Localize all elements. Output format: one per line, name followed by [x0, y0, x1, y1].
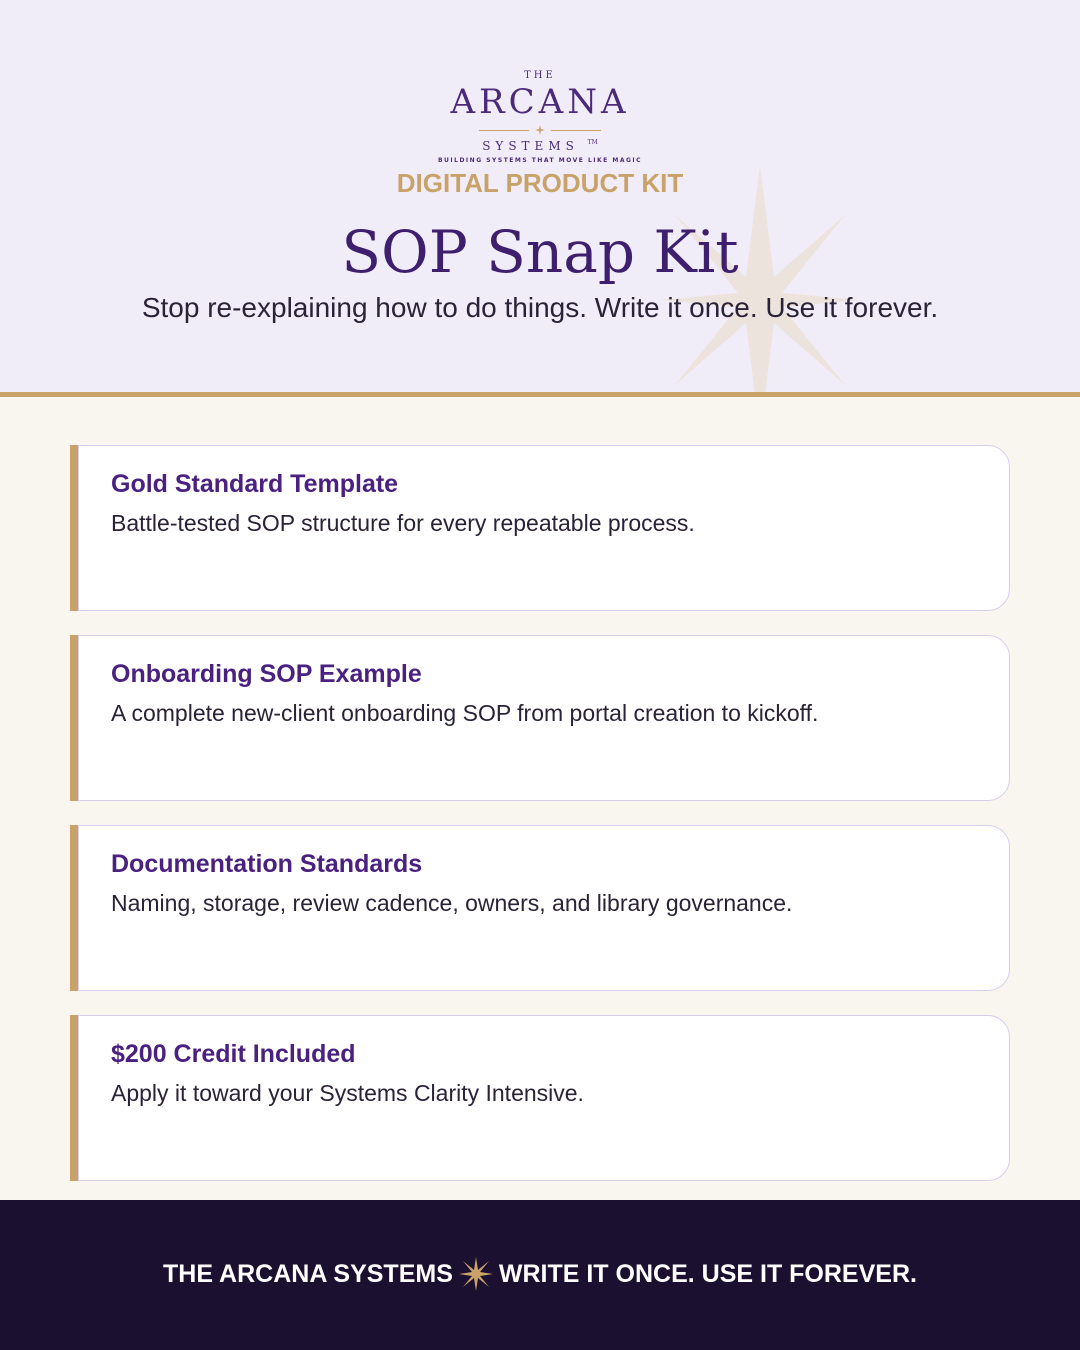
- feature-card: [70, 1015, 1010, 1181]
- logo-arcana: ARCANA: [450, 82, 630, 122]
- card-body: [78, 1015, 1010, 1181]
- card-title: Documentation Standards: [111, 850, 423, 878]
- card-accent-bar: [70, 445, 78, 611]
- sparkle-icon: [459, 1257, 493, 1291]
- page-subtitle: Stop re-explaining how to do things. Write it once. Use it forever.: [141, 292, 939, 323]
- card-description: Naming, storage, review cadence, owners, and library governance.: [111, 890, 793, 916]
- brand-logo: [0, 70, 1080, 164]
- card-body: [78, 825, 1010, 991]
- card-description: A complete new-client onboarding SOP from portal creation to kickoff.: [111, 700, 819, 726]
- card-accent-bar: [70, 825, 78, 991]
- card-description: Apply it toward your Systems Clarity Intensive.: [111, 1080, 584, 1106]
- card-title: Gold Standard Template: [111, 470, 399, 498]
- logo-divider: [0, 123, 1080, 137]
- card-accent-bar: [70, 635, 78, 801]
- gold-divider: [0, 392, 1080, 397]
- card-title: $200 Credit Included: [111, 1040, 356, 1068]
- logo-systems: SYSTEMS ™: [482, 139, 598, 153]
- page-title: SOP Snap Kit: [341, 218, 739, 286]
- card-body: [78, 445, 1010, 611]
- header: [0, 0, 1080, 392]
- kicker: DIGITAL PRODUCT KIT: [396, 168, 684, 198]
- feature-card: [70, 445, 1010, 611]
- footer-text: [0, 1257, 1080, 1291]
- card-body: [78, 635, 1010, 801]
- feature-card: [70, 635, 1010, 801]
- card-accent-bar: [70, 1015, 78, 1181]
- logo-tm: TM: [587, 139, 598, 146]
- feature-card: [70, 825, 1010, 991]
- logo-the: THE: [524, 70, 556, 81]
- footer-brand: THE ARCANA SYSTEMS: [163, 1259, 453, 1288]
- card-title: Onboarding SOP Example: [111, 660, 422, 688]
- footer-slogan: WRITE IT ONCE. USE IT FOREVER.: [498, 1259, 917, 1288]
- logo-tagline: BUILDING SYSTEMS THAT MOVE LIKE MAGIC: [437, 157, 643, 164]
- sparkle-icon: [535, 125, 545, 135]
- card-description: Battle-tested SOP structure for every repeatable process.: [111, 510, 695, 536]
